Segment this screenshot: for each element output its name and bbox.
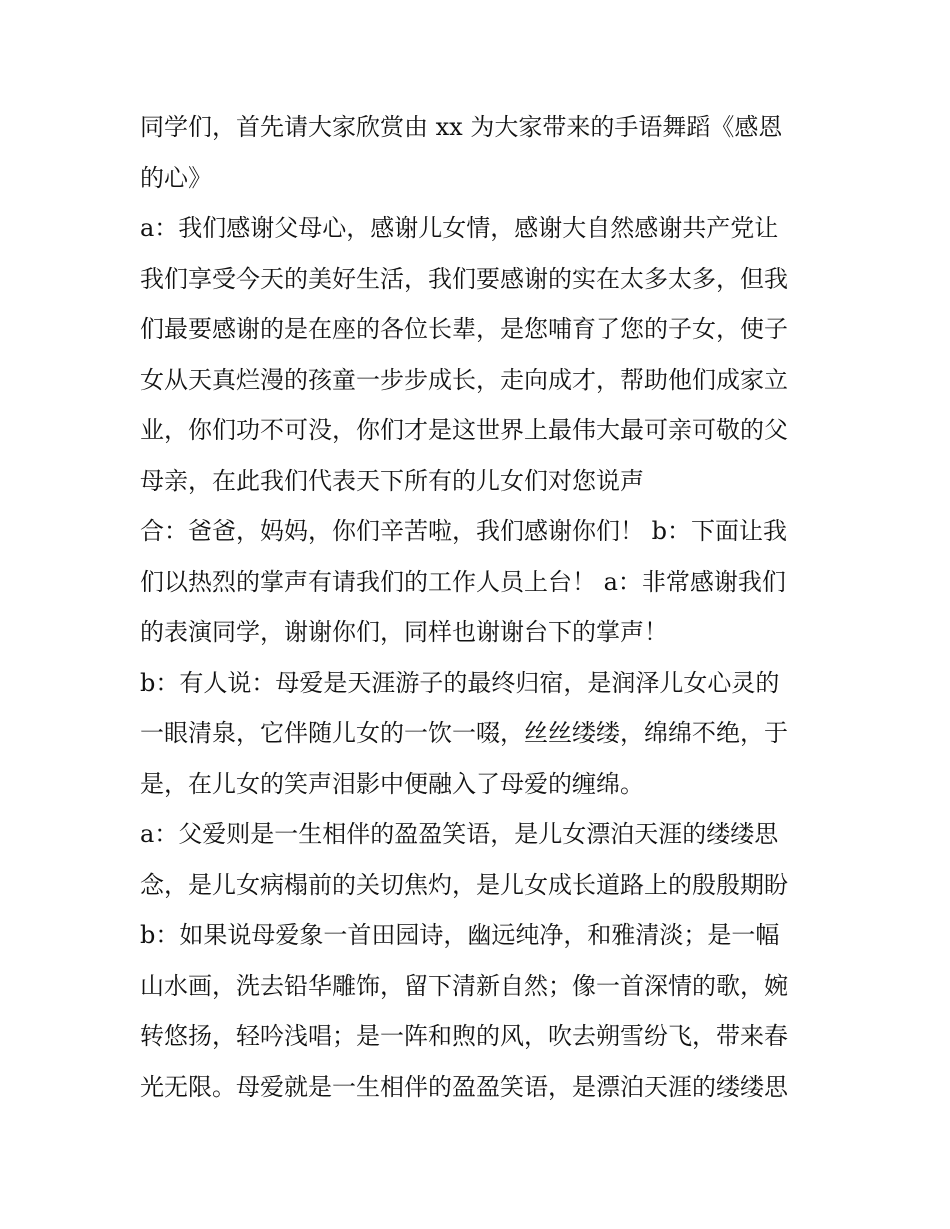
text-line: 女从天真烂漫的孩童一步步成长，走向成才，帮助他们成家立 [140,365,788,394]
text-line: 转悠扬，轻吟浅唱；是一阵和煦的风，吹去朔雪纷飞，带来春 [140,1022,788,1050]
text-line: 合：爸爸，妈妈，你们辛苦啦，我们感谢你们！ b：下面让我 [140,517,787,545]
text-line: 业，你们功不可没，你们才是这世界上最伟大最可亲可敬的父 [140,416,788,444]
text-line: b：如果说母爱象一首田园诗，幽远纯净，和雅清淡；是一幅 [140,921,780,949]
text-line: a：我们感谢父母心，感谢儿女情，感谢大自然感谢共产党让 [140,214,779,242]
text-line: 同学们，首先请大家欣赏由 xx 为大家带来的手语舞蹈《感恩 [140,113,783,141]
document-body [140,102,830,1112]
text-line: 是，在儿女的笑声泪影中便融入了母爱的缠绵。 [140,769,644,798]
text-line: 们以热烈的掌声有请我们的工作人员上台！ a：非常感谢我们 [140,567,786,596]
text-line: 的心》 [140,163,212,192]
text-line: 母亲，在此我们代表天下所有的儿女们对您说声 [140,466,644,495]
text-line: a：父爱则是一生相伴的盈盈笑语，是儿女漂泊天涯的缕缕思 [140,820,779,848]
text-line: 的表演同学，谢谢你们，同样也谢谢台下的掌声！ [140,618,668,646]
text-line: 我们享受今天的美好生活，我们要感谢的实在太多太多，但我 [140,264,788,293]
text-line: 光无限。母爱就是一生相伴的盈盈笑语，是漂泊天涯的缕缕思 [140,1072,788,1101]
text-line: 山水画，洗去铅华雕饰，留下清新自然；像一首深情的歌，婉 [140,971,788,1000]
text-line: 念，是儿女病榻前的关切焦灼，是儿女成长道路上的殷殷期盼 [140,870,788,899]
text-line: 一眼清泉，它伴随儿女的一饮一啜，丝丝缕缕，绵绵不绝，于 [140,719,788,747]
text-line: 们最要感谢的是在座的各位长辈，是您哺育了您的子女，使子 [140,315,788,343]
text-line: b：有人说：母爱是天涯游子的最终归宿，是润泽儿女心灵的 [140,668,780,697]
